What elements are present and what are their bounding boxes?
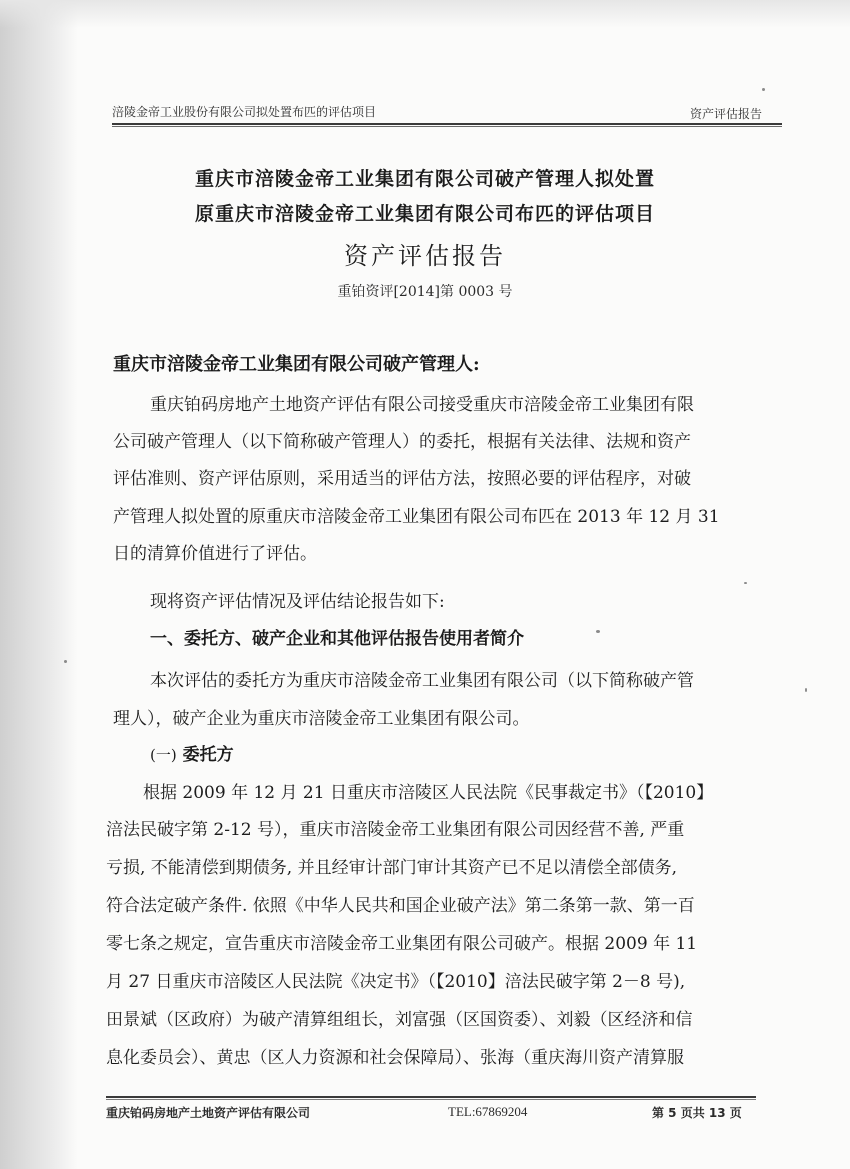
header-rule-thin (112, 126, 782, 127)
subsection-number: (一) (150, 746, 177, 764)
section-heading-1: 一、委托方、破产企业和其他评估报告使用者简介 (150, 629, 524, 649)
footer-company: 重庆铂码房地产土地资产评估有限公司 (106, 1106, 311, 1120)
header-report-label: 资产评估报告 (689, 107, 762, 121)
paragraph-4-line-1: 根据 2009 年 12 月 21 日重庆市涪陵区人民法院《民事裁定书》（【2010】 (143, 783, 714, 803)
scan-speck (762, 88, 765, 91)
scan-speck (64, 660, 67, 663)
header-rule (112, 123, 782, 125)
paragraph-3-line-2: 理人），破产企业为重庆市涪陵金帝工业集团有限公司。 (113, 709, 530, 729)
title-line-1: 重庆市涪陵金帝工业集团有限公司破产管理人拟处置 (194, 168, 655, 190)
scan-speck (805, 688, 807, 692)
paragraph-4-line-4: 符合法定破产条件. 依照《中华人民共和国企业破产法》第二条第一款、第一百 (106, 896, 695, 916)
paragraph-4-line-8: 息化委员会）、黄忠（区人力资源和社会保障局）、张海（重庆海川资产清算服 (106, 1048, 684, 1068)
scan-speck (596, 630, 600, 633)
paragraph-1-line-4: 产管理人拟处置的原重庆市涪陵金帝工业集团有限公司布匹在 2013 年 12 月 31 (113, 507, 720, 527)
page-top-edge (0, 0, 850, 28)
addressee: 重庆市涪陵金帝工业集团有限公司破产管理人: (113, 354, 480, 375)
paragraph-4-line-2: 涪法民破字第 2-12 号），重庆市涪陵金帝工业集团有限公司因经营不善, 严重 (106, 820, 685, 840)
paragraph-4-line-7: 田景斌（区政府）为破产清算组组长，刘富强（区国资委）、刘毅（区经济和信 (106, 1010, 693, 1030)
document-number: 重铂资评[2014]第 0003 号 (337, 284, 513, 300)
subsection-title: 委托方 (182, 745, 234, 765)
report-title: 资产评估报告 (344, 242, 506, 270)
running-header (112, 101, 780, 123)
paragraph-4-line-3: 亏损, 不能清偿到期债务, 并且经审计部门审计其资产已不足以清偿全部债务, (106, 858, 678, 878)
scan-speck (744, 582, 747, 584)
footer-page-number: 第 5 页共 13 页 (652, 1106, 742, 1120)
paragraph-4-line-6: 月 27 日重庆市涪陵区人民法院《决定书》（【2010】涪法民破字第 2－8 号), (106, 972, 686, 992)
footer-rule (106, 1096, 756, 1098)
subsection-heading-1 (150, 740, 234, 765)
paragraph-1-line-1: 重庆铂码房地产土地资产评估有限公司接受重庆市涪陵金帝工业集团有限 (150, 395, 694, 415)
header-project-title: 涪陵金帝工业股份有限公司拟处置布匹的评估项目 (112, 105, 377, 119)
paragraph-1-line-3: 评估准则、资产评估原则，采用适当的评估方法，按照必要的评估程序，对破 (113, 469, 691, 489)
paragraph-1-line-2: 公司破产管理人（以下简称破产管理人）的委托，根据有关法律、法规和资产 (113, 432, 691, 452)
paragraph-4-line-5: 零七条之规定，宣告重庆市涪陵金帝工业集团有限公司破产。根据 2009 年 11 (106, 934, 698, 954)
title-line-2: 原重庆市涪陵金帝工业集团有限公司布匹的评估项目 (194, 203, 655, 225)
footer-telephone: TEL:67869204 (448, 1104, 528, 1119)
footer-rule-thin (106, 1099, 756, 1100)
paragraph-1-line-5: 日的清算价值进行了评估。 (113, 544, 317, 564)
paragraph-3-line-1: 本次评估的委托方为重庆市涪陵金帝工业集团有限公司（以下简称破产管 (150, 671, 694, 691)
paragraph-2: 现将资产评估情况及评估结论报告如下: (150, 592, 445, 612)
